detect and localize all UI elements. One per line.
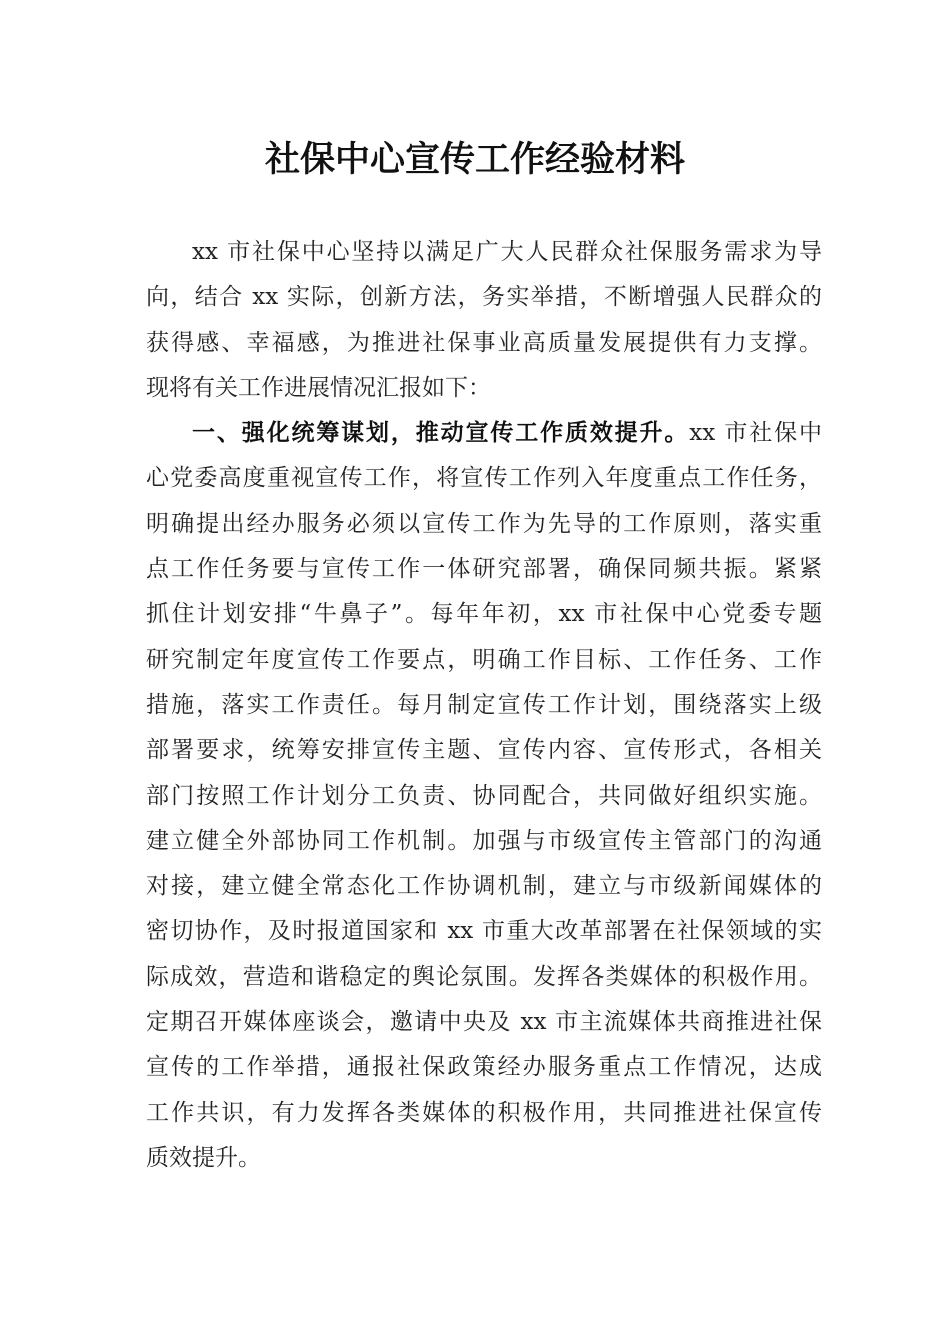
paragraph-2-first-line-rest: xx 市社保中 [689, 420, 822, 447]
section-heading: 一、强化统筹谋划，推动宣传工作质效提升。 [192, 420, 690, 447]
paragraph-2-line-14: 定期召开媒体座谈会，邀请中央及 xx 市主流媒体共商推进社保 [146, 1009, 822, 1036]
paragraph-2-line-1 [146, 411, 822, 456]
paragraph-2-line-13: 际成效，营造和谐稳定的舆论氛围。发挥各类媒体的积极作用。 [146, 963, 822, 990]
paragraph-1-line-1: xx 市社保中心坚持以满足广大人民群众社保服务需求为导 [192, 239, 822, 265]
paragraph-2-line-4: 点工作任务要与宣传工作一体研究部署，确保同频共振。紧紧 [146, 556, 822, 583]
paragraph-2-line-17: 质效提升。 [146, 1144, 261, 1171]
paragraph-2-line-5: 抓住计划安排“牛鼻子”。每年年初，xx 市社保中心党委专题 [146, 601, 822, 628]
paragraph-2-line-15: 宣传的工作举措，通报社保政策经办服务重点工作情况，达成 [146, 1054, 822, 1081]
paragraph-2-line-11: 对接，建立健全常态化工作协调机制，建立与市级新闻媒体的 [146, 873, 822, 900]
paragraph-2-line-3: 明确提出经办服务必须以宣传工作为先导的工作原则，落实重 [146, 510, 822, 537]
paragraph-2-line-8: 部署要求，统筹安排宣传主题、宣传内容、宣传形式，各相关 [146, 737, 822, 764]
paragraph-2-line-7: 措施，落实工作责任。每月制定宣传工作计划，围绕落实上级 [146, 691, 822, 718]
paragraph-2-line-10: 建立健全外部协同工作机制。加强与市级宣传主管部门的沟通 [146, 827, 822, 854]
paragraph-2-line-2: 心党委高度重视宣传工作，将宣传工作列入年度重点工作任务， [146, 465, 822, 492]
paragraph-1-line-2: 向，结合 xx 实际，创新方法，务实举措，不断增强人民群众的 [146, 284, 822, 311]
paragraph-1-line-4: 现将有关工作进展情况汇报如下： [146, 374, 491, 401]
document-title: 社保中心宣传工作经验材料 [264, 139, 685, 180]
paragraph-2-line-9: 部门按照工作计划分工负责、协同配合，共同做好组织实施。 [146, 782, 822, 809]
paragraph-1-line-3: 获得感、幸福感，为推进社保事业高质量发展提供有力支撑。 [146, 329, 822, 356]
paragraph-2-line-12: 密切协作，及时报道国家和 xx 市重大改革部署在社保领域的实 [146, 918, 822, 945]
paragraph-2-line-16: 工作共识，有力发挥各类媒体的积极作用，共同推进社保宣传 [146, 1099, 822, 1126]
paragraph-2-line-6: 研究制定年度宣传工作要点，明确工作目标、工作任务、工作 [146, 646, 822, 673]
document-body [146, 230, 822, 1181]
